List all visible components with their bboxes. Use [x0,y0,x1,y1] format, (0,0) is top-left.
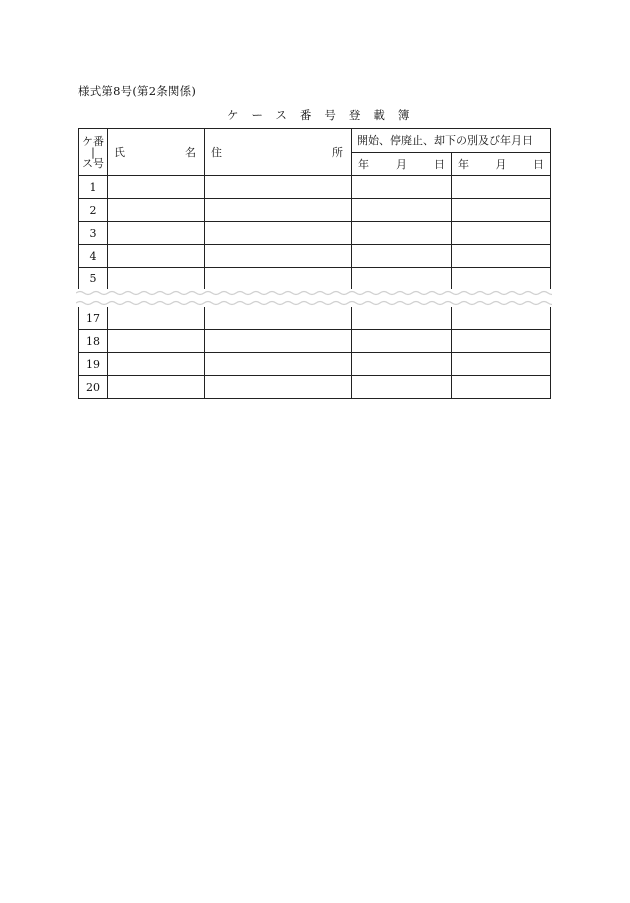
month-label: 月 [495,157,507,171]
table-break-marker [76,289,552,307]
name-cell[interactable] [108,376,205,399]
register-table-bottom [78,307,551,399]
day-label: 日 [434,157,445,171]
address-header [205,129,352,176]
case-number-header-line-3: ス号 [82,156,104,170]
date-cell[interactable] [452,330,551,353]
date-cell[interactable] [452,245,551,268]
row-number: 5 [79,268,108,290]
name-cell[interactable] [108,176,205,199]
row-number: 1 [79,176,108,199]
address-cell[interactable] [205,307,352,330]
date-cell[interactable] [452,353,551,376]
address-header-right: 所 [332,146,343,159]
name-header-left: 氏 [114,146,125,159]
table-row [79,330,551,353]
address-cell[interactable] [205,353,352,376]
date-cell[interactable] [352,376,452,399]
month-label: 月 [396,157,407,171]
date-cell[interactable] [352,245,452,268]
date-cell[interactable] [452,376,551,399]
date-subheader-2 [452,152,551,176]
table-row [79,222,551,245]
row-number: 2 [79,199,108,222]
name-cell[interactable] [108,245,205,268]
date-cell[interactable] [352,307,452,330]
address-cell[interactable] [205,268,352,290]
name-cell[interactable] [108,199,205,222]
row-number: 4 [79,245,108,268]
case-number-header-line-2: | [91,145,95,159]
name-header-right: 名 [185,146,196,159]
year-label: 年 [358,157,369,171]
address-cell[interactable] [205,222,352,245]
address-cell[interactable] [205,376,352,399]
row-number: 19 [79,353,108,376]
case-number-header [79,129,108,176]
name-cell[interactable] [108,330,205,353]
table-row [79,376,551,399]
table-row [79,353,551,376]
date-cell[interactable] [452,176,551,199]
date-cell[interactable] [352,330,452,353]
register-table [78,128,550,399]
table-row [79,199,551,222]
case-number-header-line-1: ケ番 [82,134,104,148]
table-row [79,268,551,290]
table-row [79,307,551,330]
year-label: 年 [458,157,469,171]
name-cell[interactable] [108,222,205,245]
document-title: ケース番号登載簿 [227,108,423,122]
row-number: 3 [79,222,108,245]
wavy-break-icon [76,289,552,307]
name-cell[interactable] [108,307,205,330]
day-label: 日 [533,157,544,171]
table-row [79,245,551,268]
address-cell[interactable] [205,199,352,222]
date-cell[interactable] [352,222,452,245]
dates-header: 開始、停廃止、却下の別及び年月日 [352,129,551,153]
name-cell[interactable] [108,268,205,290]
date-cell[interactable] [452,222,551,245]
name-cell[interactable] [108,353,205,376]
address-header-left: 住 [211,146,222,159]
date-subheader-1 [352,152,452,176]
form-number-label: 様式第8号(第2条関係) [78,84,197,98]
row-number: 18 [79,330,108,353]
name-header [108,129,205,176]
date-cell[interactable] [452,268,551,290]
row-number: 17 [79,307,108,330]
date-cell[interactable] [352,176,452,199]
register-table-top [78,128,551,289]
date-cell[interactable] [352,353,452,376]
table-row [79,176,551,199]
date-cell[interactable] [452,307,551,330]
date-cell[interactable] [352,199,452,222]
row-number: 20 [79,376,108,399]
address-cell[interactable] [205,245,352,268]
address-cell[interactable] [205,330,352,353]
date-cell[interactable] [452,199,551,222]
date-cell[interactable] [352,268,452,290]
address-cell[interactable] [205,176,352,199]
